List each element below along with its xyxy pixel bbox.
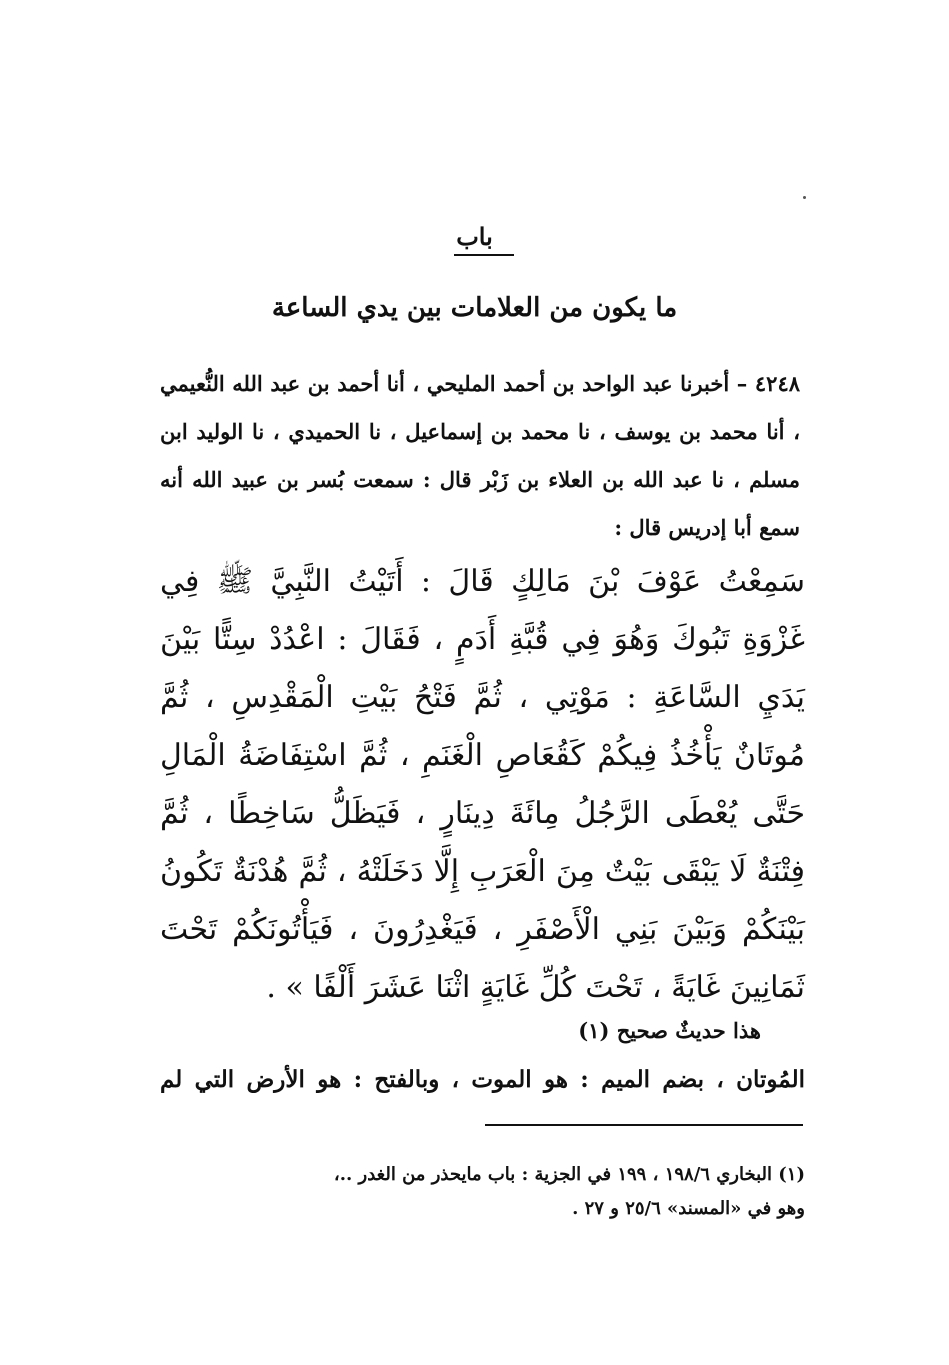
- hadith-isnad: [160, 360, 800, 552]
- footnote-line: وهو في «المسند» ٢٥/٦ و ٢٧ .: [572, 1198, 805, 1219]
- matn-text: سَمِعْتُ عَوْفَ بْنَ مَالِكٍ قَالَ : أَتَيْتُ النَّبِيَّ ﷺ فِي غَزْوَةِ تَبُوكَ وَهُوَ فِي قُبَّةِ أَدَمٍ ، فَقَالَ : اعْدُدْ سِتًّا بَيْنَ يَدَيِ السَّاعَةِ : مَوْتِي ، ثُمَّ فَتْحُ بَيْتِ الْمَقْدِسِ ، ثُمَّ مُوتَانٌ يَأْخُذُ فِيكُمْ كَقُعَاصِ الْغَنَمِ ، ثُمَّ اسْتِفَاضَةُ الْمَالِ حَتَّى يُعْطَى الرَّجُلُ مِائَةَ دِينَارٍ ، فَيَظَلُّ سَاخِطًا ، ثُمَّ فِتْنَةٌ لَا يَبْقَى بَيْتٌ مِنَ الْعَرَبِ إِلَّا دَخَلَتْهُ ، ثُمَّ هُدْنَةٌ تَكُونُ بَيْنَكُمْ وَبَيْنَ بَنِي الْأَصْفَرِ ، فَيَغْدِرُونَ ، فَيَأْتُونَكُمْ تَحْتَ ثَمَانِينَ غَايَةً ، تَحْتَ كُلِّ غَايَةٍ اثْنَا عَشَرَ أَلْفًا » .: [160, 564, 805, 1005]
- grade-footnote-ref: (١): [578, 1018, 610, 1043]
- word-gloss: المُوتان ، بضم الميم : هو الموت ، وبالفتح : هو الأرض التي لم: [160, 1066, 805, 1093]
- footnote-line: (١) البخاري ١٩٨/٦ ، ١٩٩ في الجزية : باب مايحذر من الغدر ..،: [333, 1164, 805, 1185]
- footnote-divider: [485, 1124, 803, 1126]
- section-heading: باب: [456, 222, 493, 251]
- heading-underline: [454, 254, 514, 256]
- isnad-text: أخبرنا عبد الواحد بن أحمد المليحي ، أنا أحمد بن عبد الله النُّعيمي ، أنا محمد بن يوسف ، نا محمد بن إسماعيل ، نا الحميدي ، نا الوليد ابن مسلم ، نا عبد الله بن العلاء بن زَبْر قال : سمعت بُسر بن عبيد الله أنه سمع أبا إدريس قال :: [160, 371, 800, 540]
- hadith-matn: [160, 553, 805, 1017]
- scan-speck: [803, 196, 806, 199]
- chapter-title: ما يكون من العلامات بين يدي الساعة: [271, 293, 678, 323]
- footnotes: [160, 1158, 805, 1226]
- isnad-dash: –: [729, 371, 748, 396]
- grade-text: هذا حديثٌ صحيح: [616, 1018, 761, 1043]
- hadith-grade: [578, 1018, 761, 1043]
- hadith-number: ٤٢٤٨: [754, 371, 801, 396]
